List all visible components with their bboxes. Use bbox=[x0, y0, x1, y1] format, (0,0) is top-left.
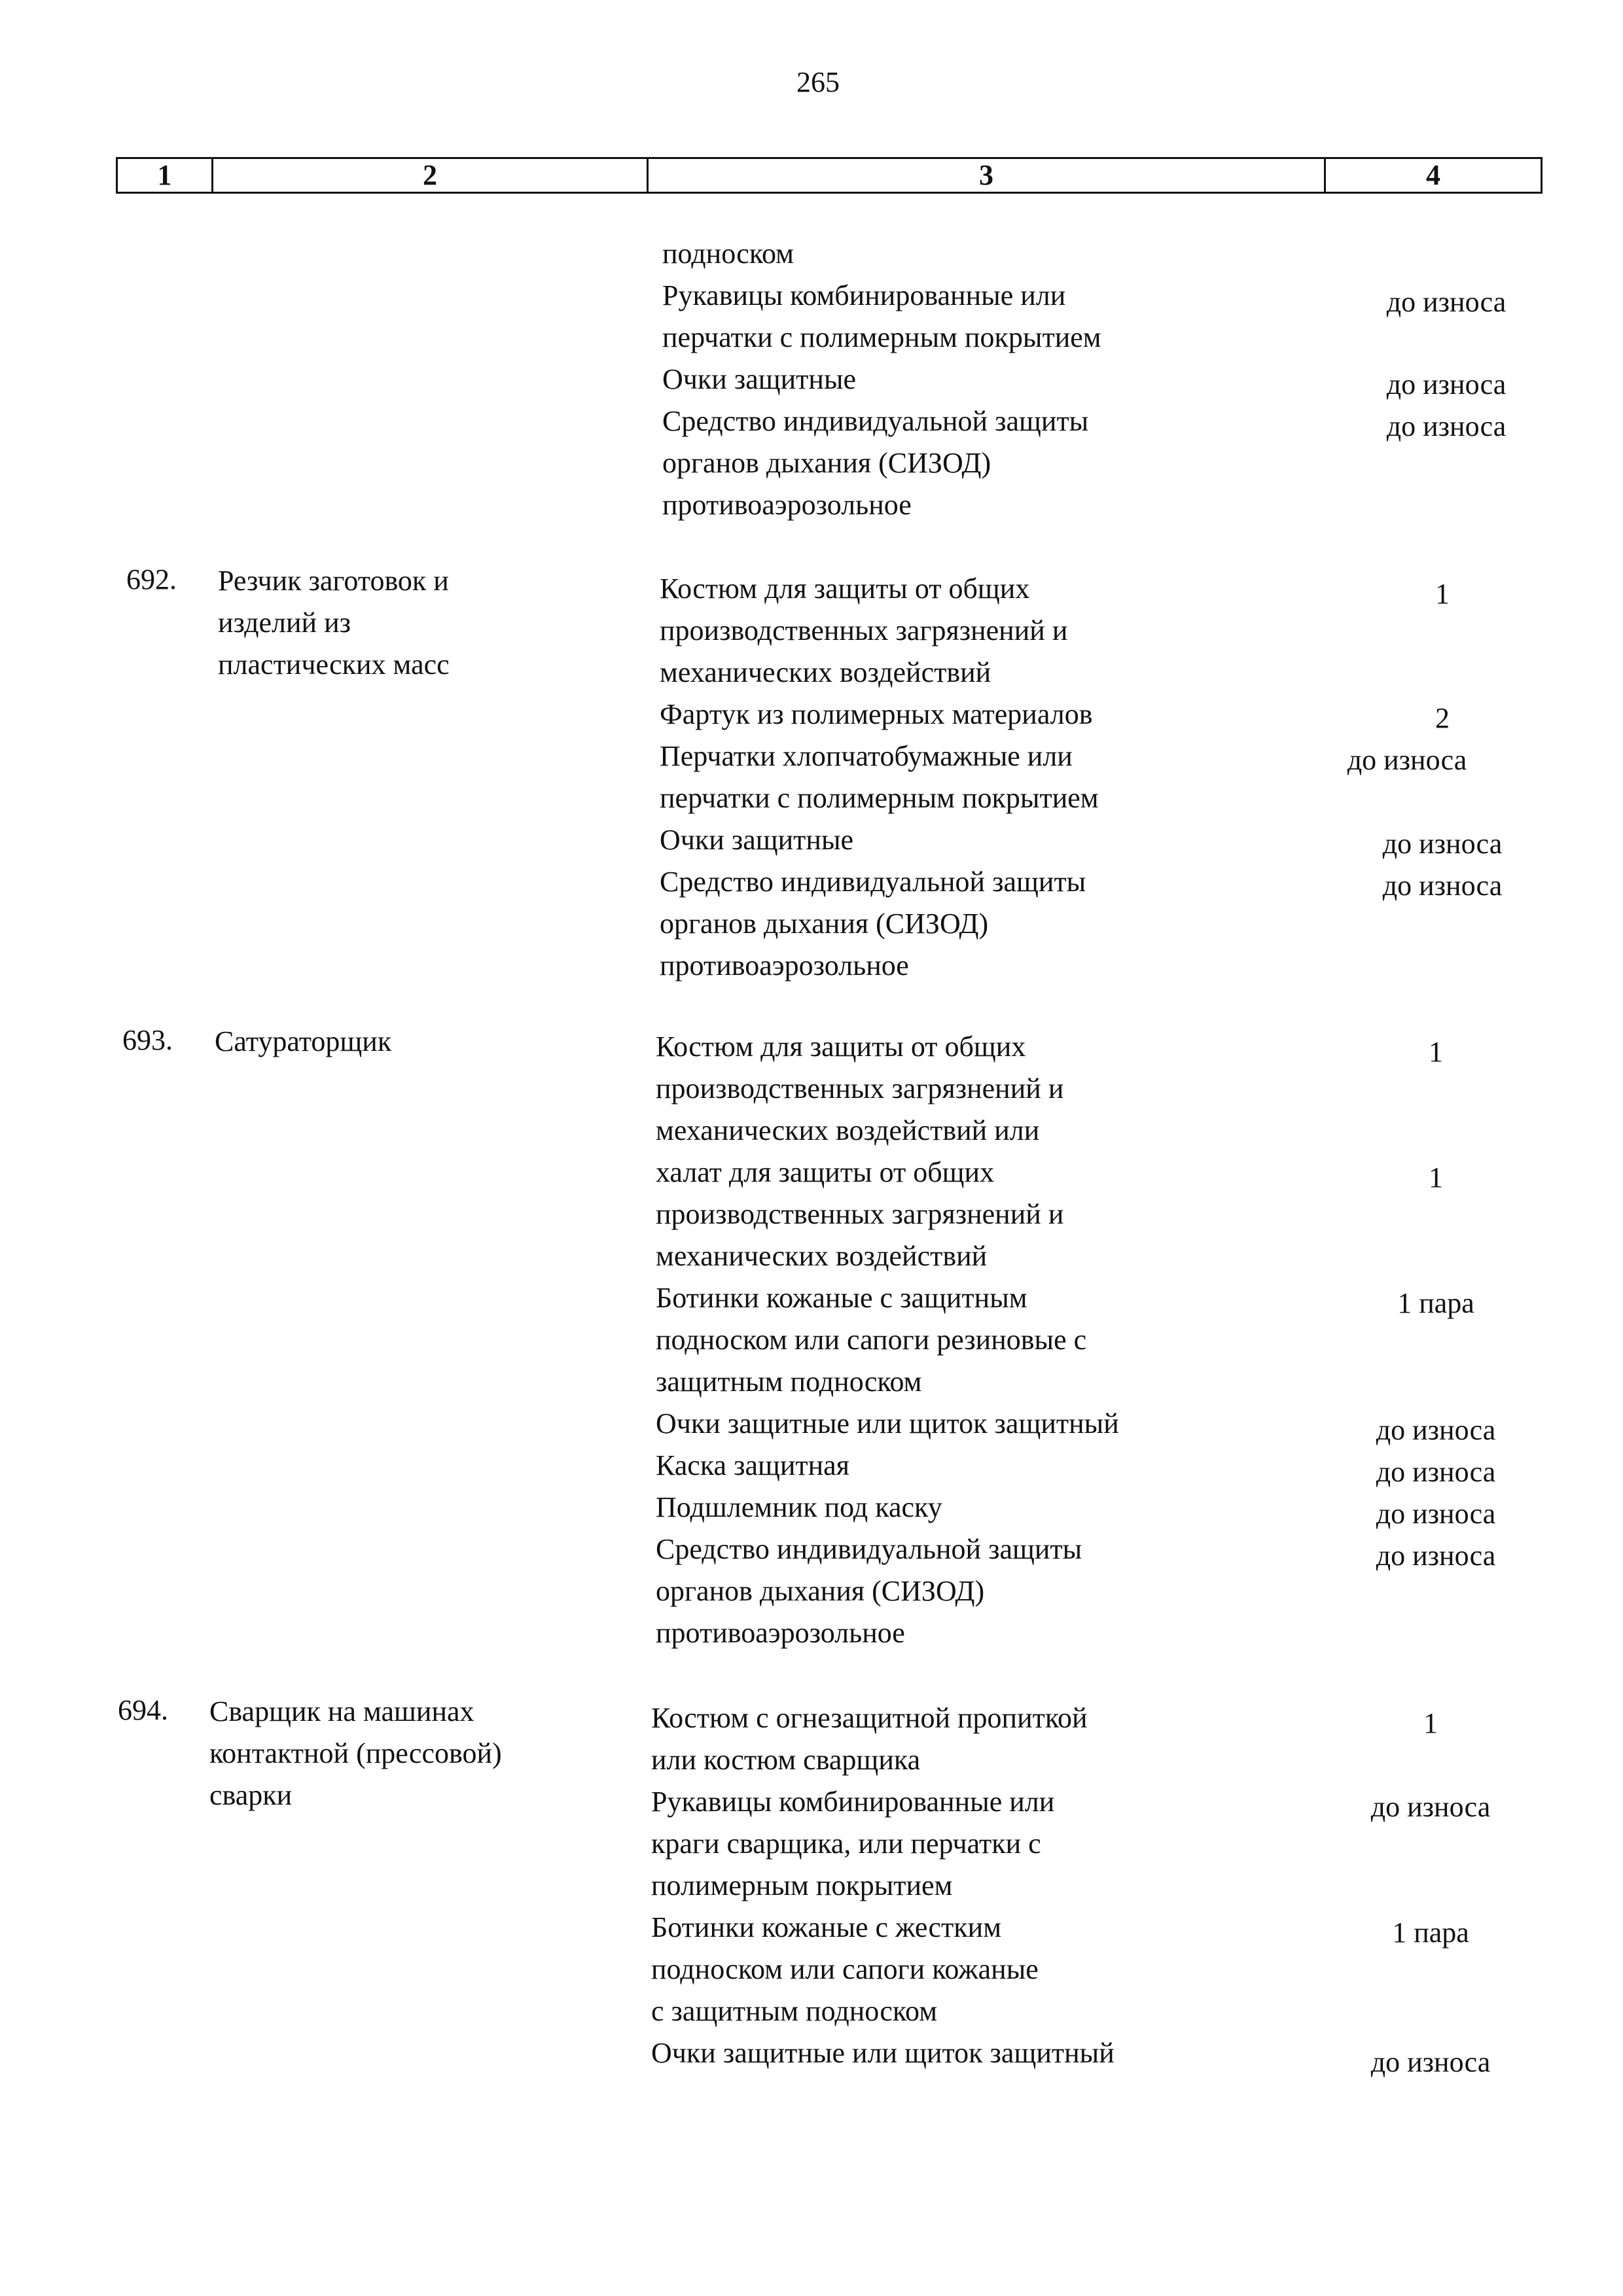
profession-name bbox=[209, 1691, 502, 1816]
item-line: механических воздействий bbox=[656, 1240, 988, 1272]
item-line: с защитным подноском bbox=[651, 1995, 938, 2027]
item-qty: 1 bbox=[1429, 1036, 1443, 1068]
row-number: 693. bbox=[122, 1024, 173, 1056]
item-qty: до износа bbox=[1376, 1498, 1496, 1530]
header-col-3: 3 bbox=[649, 159, 1326, 192]
item-qty: до износа bbox=[1370, 2046, 1491, 2078]
item-line: производственных загрязнений и bbox=[656, 1198, 1064, 1230]
item-line: Очки защитные или щиток защитный bbox=[656, 1407, 1119, 1439]
item-line: защитным подноском bbox=[656, 1366, 922, 1398]
header-col-1: 1 bbox=[118, 159, 213, 192]
item-qty: до износа bbox=[1386, 286, 1507, 318]
header-col-2: 2 bbox=[213, 159, 649, 192]
item-qty: до износа bbox=[1386, 410, 1507, 442]
item-line: Перчатки хлопчатобумажные или bbox=[660, 740, 1073, 772]
item-qty: до износа bbox=[1382, 828, 1503, 860]
item-line: полимерным покрытием bbox=[651, 1869, 953, 1901]
profession-line: пластических масс bbox=[218, 648, 450, 680]
item-line: Средство индивидуальной защиты bbox=[660, 866, 1086, 898]
item-line: Фартук из полимерных материалов bbox=[660, 698, 1093, 730]
item-line: перчатки с полимерным покрытием bbox=[660, 782, 1099, 814]
item-line: халат для защиты от общих bbox=[656, 1156, 995, 1188]
item-line: Очки защитные или щиток защитный bbox=[651, 2037, 1115, 2069]
item-line: Подшлемник под каску bbox=[656, 1491, 942, 1523]
profession-line: контактной (прессовой) bbox=[209, 1737, 502, 1769]
item-line: органов дыхания (СИЗОД) bbox=[662, 447, 991, 479]
item-line: Костюм с огнезащитной пропиткой bbox=[651, 1702, 1088, 1734]
item-line: противоаэрозольное bbox=[656, 1617, 905, 1649]
row-number: 694. bbox=[118, 1694, 168, 1726]
profession-line: Сатураторщик bbox=[215, 1025, 392, 1057]
item-qty: до износа bbox=[1376, 1540, 1496, 1572]
item-line: Средство индивидуальной защиты bbox=[656, 1533, 1082, 1565]
item-line: подноском или сапоги кожаные bbox=[651, 1953, 1039, 1985]
item-qty: до износа bbox=[1386, 368, 1507, 400]
item-line: механических воздействий bbox=[660, 656, 991, 688]
item-line: перчатки с полимерным покрытием bbox=[662, 321, 1101, 353]
ppe-items bbox=[656, 1026, 1119, 1654]
profession-line: Сварщик на машинах bbox=[209, 1695, 474, 1727]
item-qty: до износа bbox=[1376, 1456, 1496, 1488]
item-line: органов дыхания (СИЗОД) bbox=[660, 908, 989, 940]
item-line: Костюм для защиты от общих bbox=[656, 1031, 1026, 1063]
item-line: подноском или сапоги резиновые с bbox=[656, 1324, 1087, 1356]
profession-line: сварки bbox=[209, 1779, 293, 1811]
item-line: Ботинки кожаные с жестким bbox=[651, 1911, 1002, 1943]
item-qty: 1 bbox=[1423, 1707, 1438, 1739]
profession-line: Резчик заготовок и bbox=[218, 565, 449, 597]
item-line: подноском bbox=[662, 238, 794, 270]
item-line: Костюм для защиты от общих bbox=[660, 573, 1030, 605]
item-line: Очки защитные bbox=[662, 363, 857, 395]
item-line: производственных загрязнений и bbox=[660, 614, 1068, 646]
continuation-items bbox=[662, 233, 1101, 526]
item-line: Ботинки кожаные с защитным bbox=[656, 1282, 1027, 1314]
item-qty: до износа bbox=[1370, 1791, 1491, 1823]
profession-line: изделий из bbox=[218, 607, 351, 639]
header-col-4: 4 bbox=[1426, 159, 1440, 191]
ppe-items bbox=[660, 568, 1099, 987]
item-line: противоаэрозольное bbox=[662, 489, 912, 521]
item-qty: 2 bbox=[1435, 702, 1450, 734]
item-line: Средство индивидуальной защиты bbox=[662, 405, 1089, 437]
item-line: или костюм сварщика bbox=[651, 1744, 921, 1776]
row-number: 692. bbox=[126, 563, 177, 595]
ppe-items bbox=[651, 1697, 1115, 2074]
item-line: Рукавицы комбинированные или bbox=[662, 279, 1066, 311]
item-qty: 1 bbox=[1429, 1161, 1443, 1193]
item-line: краги сварщика, или перчатки с bbox=[651, 1828, 1041, 1860]
item-line: Очки защитные bbox=[660, 824, 854, 856]
item-line: Каска защитная bbox=[656, 1449, 849, 1481]
item-line: органов дыхания (СИЗОД) bbox=[656, 1575, 985, 1607]
table-header bbox=[116, 157, 1543, 194]
item-line: Рукавицы комбинированные или bbox=[651, 1786, 1055, 1818]
item-qty: до износа bbox=[1382, 870, 1503, 902]
profession-name bbox=[215, 1021, 391, 1063]
item-qty: 1 пара bbox=[1397, 1287, 1474, 1319]
item-line: противоаэрозольное bbox=[660, 949, 909, 981]
item-qty: 1 пара bbox=[1392, 1916, 1469, 1949]
profession-name bbox=[218, 560, 450, 686]
page-number: 265 bbox=[796, 66, 840, 98]
item-qty: до износа bbox=[1376, 1414, 1496, 1446]
item-line: механических воздействий или bbox=[656, 1114, 1040, 1146]
item-qty: 1 bbox=[1435, 578, 1450, 610]
item-line: производственных загрязнений и bbox=[656, 1072, 1064, 1104]
item-qty: до износа bbox=[1347, 744, 1467, 776]
